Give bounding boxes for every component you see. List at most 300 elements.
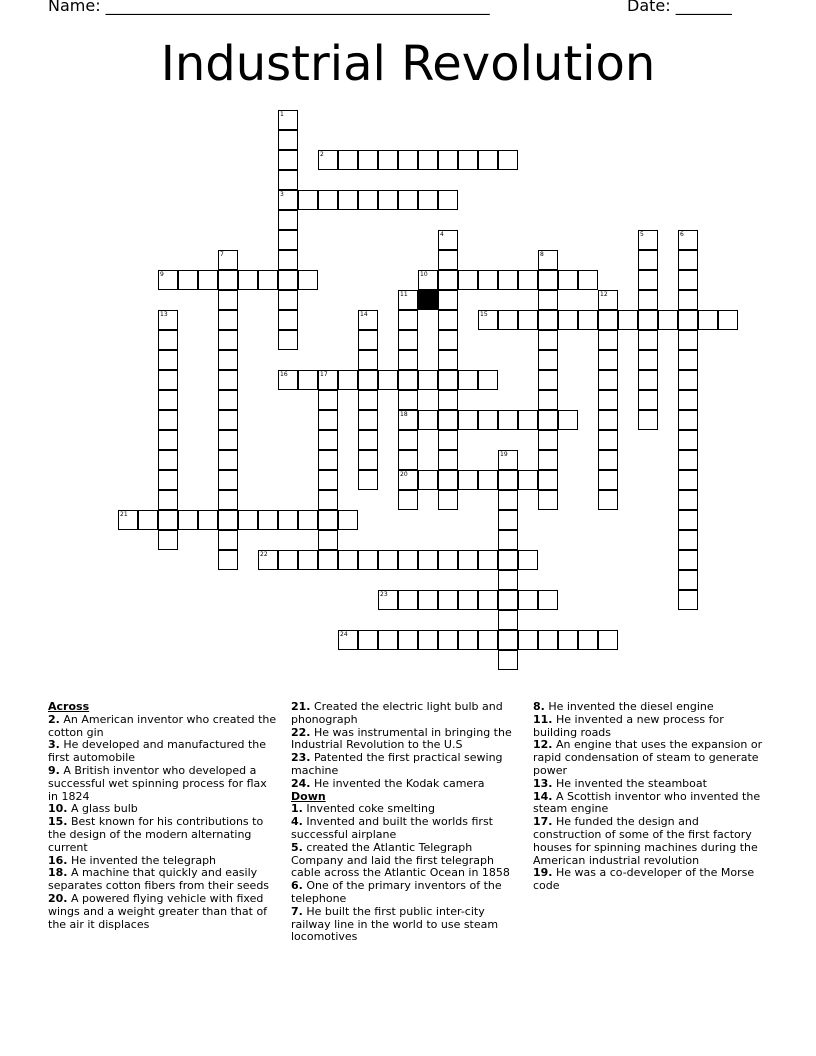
grid-cell[interactable]	[538, 490, 558, 510]
grid-cell[interactable]	[478, 270, 498, 290]
grid-cell[interactable]	[458, 470, 478, 490]
grid-cell[interactable]	[598, 390, 618, 410]
grid-cell[interactable]	[598, 410, 618, 430]
grid-cell[interactable]	[638, 310, 658, 330]
grid-cell[interactable]	[158, 530, 178, 550]
clue-item	[533, 739, 765, 777]
grid-cell[interactable]	[678, 410, 698, 430]
grid-cell[interactable]	[318, 410, 338, 430]
grid-cell[interactable]	[398, 590, 418, 610]
grid-cell[interactable]	[398, 430, 418, 450]
grid-cell[interactable]	[678, 490, 698, 510]
grid-cell[interactable]	[538, 310, 558, 330]
clue-item-number: 24.	[291, 776, 311, 790]
grid-cell[interactable]	[398, 350, 418, 370]
grid-cell[interactable]	[498, 270, 518, 290]
grid-cell[interactable]	[398, 630, 418, 650]
grid-cell[interactable]	[218, 250, 238, 270]
grid-cell[interactable]	[518, 550, 538, 570]
grid-cell[interactable]	[418, 370, 438, 390]
grid-cell[interactable]	[358, 630, 378, 650]
grid-cell[interactable]	[378, 630, 398, 650]
grid-cell[interactable]	[658, 310, 678, 330]
grid-cell[interactable]	[678, 450, 698, 470]
grid-cell[interactable]	[358, 350, 378, 370]
grid-cell[interactable]	[478, 590, 498, 610]
grid-cell[interactable]	[178, 510, 198, 530]
clue-item-text: He was instrumental in bringing the Industrial Revolution to the U.S	[291, 725, 512, 752]
grid-cell[interactable]	[538, 270, 558, 290]
grid-cell[interactable]	[438, 430, 458, 450]
grid-cell[interactable]	[538, 250, 558, 270]
grid-cell[interactable]	[518, 590, 538, 610]
grid-cell[interactable]	[158, 370, 178, 390]
grid-cell[interactable]	[298, 270, 318, 290]
grid-cell[interactable]	[478, 150, 498, 170]
clue-item-text: A British inventor who developed a successful wet spinning process for flax in 1824	[48, 763, 267, 803]
grid-cell[interactable]	[598, 630, 618, 650]
grid-cell[interactable]	[678, 270, 698, 290]
grid-cell[interactable]	[578, 270, 598, 290]
grid-cell[interactable]	[498, 150, 518, 170]
grid-cell[interactable]	[558, 310, 578, 330]
grid-cell[interactable]	[418, 270, 438, 290]
grid-cell[interactable]	[598, 290, 618, 310]
grid-cell[interactable]	[318, 450, 338, 470]
grid-cell[interactable]	[538, 450, 558, 470]
clue-item-number: 15.	[48, 815, 68, 829]
grid-cell[interactable]	[338, 630, 358, 650]
grid-cell[interactable]	[338, 150, 358, 170]
grid-cell[interactable]	[418, 150, 438, 170]
grid-cell[interactable]	[418, 590, 438, 610]
grid-cell[interactable]	[538, 370, 558, 390]
clue-number: 19	[500, 451, 508, 458]
grid-cell[interactable]	[318, 430, 338, 450]
grid-cell[interactable]	[438, 150, 458, 170]
grid-cell[interactable]	[338, 510, 358, 530]
grid-cell[interactable]	[318, 490, 338, 510]
grid-cell[interactable]	[538, 430, 558, 450]
grid-cell[interactable]	[218, 310, 238, 330]
grid-cell[interactable]	[278, 230, 298, 250]
grid-cell[interactable]	[218, 350, 238, 370]
grid-cell[interactable]	[158, 350, 178, 370]
grid-cell[interactable]	[218, 410, 238, 430]
clue-item	[533, 791, 765, 817]
grid-cell[interactable]	[438, 390, 458, 410]
clue-item	[291, 880, 523, 906]
grid-cell[interactable]	[538, 470, 558, 490]
grid-cell[interactable]	[598, 330, 618, 350]
grid-cell[interactable]	[218, 510, 238, 530]
grid-cell[interactable]	[298, 550, 318, 570]
grid-cell[interactable]	[318, 390, 338, 410]
clue-item-number: 19.	[533, 866, 553, 880]
clue-item-text: He funded the design and construction of some of the first factory houses for spinning machines during the American industrial revolution	[533, 815, 758, 867]
grid-cell[interactable]	[318, 510, 338, 530]
grid-cell[interactable]	[438, 550, 458, 570]
grid-cell[interactable]	[398, 310, 418, 330]
grid-cell[interactable]	[158, 390, 178, 410]
grid-cell[interactable]	[678, 470, 698, 490]
grid-cell[interactable]	[438, 230, 458, 250]
grid-cell[interactable]	[678, 510, 698, 530]
grid-cell[interactable]	[598, 370, 618, 390]
grid-cell[interactable]	[398, 290, 418, 310]
grid-cell[interactable]	[638, 250, 658, 270]
grid-cell[interactable]	[158, 410, 178, 430]
grid-cell[interactable]	[518, 270, 538, 290]
clue-item-number: 6.	[291, 879, 303, 893]
grid-cell[interactable]	[298, 190, 318, 210]
grid-cell[interactable]	[678, 370, 698, 390]
grid-cell[interactable]	[438, 290, 458, 310]
grid-cell[interactable]	[438, 270, 458, 290]
grid-cell[interactable]	[678, 250, 698, 270]
grid-cell[interactable]	[258, 550, 278, 570]
grid-cell[interactable]	[498, 490, 518, 510]
clue-item-text: An engine that uses the expansion or rapid condensation of steam to generate power	[533, 738, 763, 777]
grid-cell[interactable]	[298, 510, 318, 530]
grid-cell[interactable]	[278, 370, 298, 390]
grid-cell[interactable]	[238, 510, 258, 530]
grid-cell[interactable]	[438, 250, 458, 270]
grid-cell[interactable]	[458, 630, 478, 650]
grid-cell[interactable]	[418, 550, 438, 570]
grid-cell[interactable]	[398, 450, 418, 470]
clue-item-number: 23.	[291, 751, 311, 765]
grid-cell[interactable]	[398, 150, 418, 170]
grid-cell[interactable]	[278, 210, 298, 230]
grid-cell[interactable]	[618, 310, 638, 330]
grid-cell[interactable]	[358, 330, 378, 350]
grid-cell[interactable]	[178, 270, 198, 290]
clue-number: 7	[220, 251, 224, 258]
grid-cell[interactable]	[278, 150, 298, 170]
grid-cell[interactable]	[498, 570, 518, 590]
grid-cell[interactable]	[678, 350, 698, 370]
grid-cell[interactable]	[298, 370, 318, 390]
grid-cell[interactable]	[478, 550, 498, 570]
grid-cell[interactable]	[398, 470, 418, 490]
grid-cell[interactable]	[158, 310, 178, 330]
grid-cell[interactable]	[498, 450, 518, 470]
page-title: Industrial Revolution	[160, 36, 656, 92]
grid-cell[interactable]	[458, 370, 478, 390]
clue-number: 21	[120, 511, 128, 518]
grid-cell[interactable]	[498, 410, 518, 430]
clue-item-text: He was a co-developer of the Morse code	[533, 866, 755, 893]
grid-cell[interactable]	[218, 470, 238, 490]
grid-cell[interactable]	[518, 630, 538, 650]
clue-item-number: 10.	[48, 802, 68, 816]
grid-cell[interactable]	[438, 470, 458, 490]
grid-cell[interactable]	[678, 530, 698, 550]
clue-item	[48, 765, 280, 803]
grid-cell[interactable]	[478, 630, 498, 650]
clue-item-text: Patented the first practical sewing machine	[291, 751, 503, 777]
clue-item-number: 21.	[291, 700, 311, 713]
grid-cell[interactable]	[538, 410, 558, 430]
clue-number: 6	[680, 231, 684, 238]
grid-cell[interactable]	[538, 330, 558, 350]
grid-cell[interactable]	[518, 410, 538, 430]
grid-cell[interactable]	[218, 330, 238, 350]
grid-cell[interactable]	[338, 370, 358, 390]
grid-cell[interactable]	[278, 250, 298, 270]
grid-cell[interactable]	[438, 590, 458, 610]
grid-cell[interactable]	[678, 550, 698, 570]
grid-cell[interactable]	[358, 150, 378, 170]
grid-cell[interactable]	[558, 270, 578, 290]
clue-item	[533, 714, 765, 740]
grid-cell[interactable]	[438, 410, 458, 430]
grid-cell[interactable]	[458, 150, 478, 170]
grid-cell[interactable]	[358, 390, 378, 410]
grid-cell[interactable]	[218, 550, 238, 570]
grid-cell[interactable]	[318, 150, 338, 170]
clue-item-text: Created the electric light bulb and phonograph	[291, 700, 503, 726]
grid-cell[interactable]	[398, 330, 418, 350]
grid-cell[interactable]	[438, 190, 458, 210]
grid-cell[interactable]	[518, 310, 538, 330]
grid-cell[interactable]	[638, 330, 658, 350]
clue-item-text: He built the first public inter-city railway line in the world to use steam locomotives	[291, 904, 499, 944]
grid-cell[interactable]	[218, 290, 238, 310]
grid-cell[interactable]	[378, 590, 398, 610]
grid-cell[interactable]	[638, 270, 658, 290]
grid-cell[interactable]	[498, 470, 518, 490]
grid-cell[interactable]	[578, 310, 598, 330]
grid-cell[interactable]	[678, 310, 698, 330]
clue-item-number: 8.	[533, 700, 545, 713]
clue-item-number: 20.	[48, 891, 68, 905]
grid-cell[interactable]	[398, 550, 418, 570]
grid-cell[interactable]	[398, 390, 418, 410]
clue-item-text: One of the primary inventors of the telephone	[291, 879, 502, 905]
grid-cell[interactable]	[158, 330, 178, 350]
grid-cell[interactable]	[218, 270, 238, 290]
grid-cell[interactable]	[538, 390, 558, 410]
grid-cell[interactable]	[338, 550, 358, 570]
clue-number: 12	[600, 291, 608, 298]
grid-cell[interactable]	[498, 510, 518, 530]
grid-cell[interactable]	[498, 610, 518, 630]
grid-cell[interactable]	[498, 530, 518, 550]
grid-cell[interactable]	[678, 570, 698, 590]
grid-cell[interactable]	[278, 330, 298, 350]
grid-cell[interactable]	[678, 390, 698, 410]
grid-cell[interactable]	[638, 410, 658, 430]
grid-cell[interactable]	[418, 410, 438, 430]
grid-cell[interactable]	[538, 290, 558, 310]
grid-cell[interactable]	[238, 270, 258, 290]
grid-cell[interactable]	[578, 630, 598, 650]
grid-cell[interactable]	[598, 310, 618, 330]
grid-cell[interactable]	[678, 590, 698, 610]
clue-item	[48, 714, 280, 740]
clue-item-text: A Scottish inventor who invented the steam engine	[533, 789, 761, 816]
grid-cell[interactable]	[318, 470, 338, 490]
clue-number: 23	[380, 591, 388, 598]
grid-cell[interactable]	[638, 230, 658, 250]
grid-cell[interactable]	[398, 190, 418, 210]
clue-number: 16	[280, 371, 288, 378]
grid-cell[interactable]	[198, 510, 218, 530]
grid-cell[interactable]	[438, 490, 458, 510]
name-field-label: Name: ________________________________________________	[48, 0, 490, 15]
grid-cell[interactable]	[278, 510, 298, 530]
grid-cell[interactable]	[278, 290, 298, 310]
grid-cell[interactable]	[558, 410, 578, 430]
grid-cell[interactable]	[258, 270, 278, 290]
grid-cell[interactable]	[598, 350, 618, 370]
grid-cell[interactable]	[278, 190, 298, 210]
grid-cell[interactable]	[218, 370, 238, 390]
clue-item-text: Invented and built the worlds first successful airplane	[291, 815, 493, 841]
grid-cell[interactable]	[218, 390, 238, 410]
grid-cell[interactable]	[458, 550, 478, 570]
grid-cell[interactable]	[158, 510, 178, 530]
clue-item-number: 1.	[291, 802, 303, 816]
grid-cell[interactable]	[278, 270, 298, 290]
grid-cell[interactable]	[378, 550, 398, 570]
grid-cell[interactable]	[498, 630, 518, 650]
grid-cell[interactable]	[498, 310, 518, 330]
grid-cell[interactable]	[158, 470, 178, 490]
clue-item	[48, 893, 280, 931]
clue-item-number: 5.	[291, 840, 303, 854]
grid-cell[interactable]	[418, 630, 438, 650]
grid-cell[interactable]	[458, 590, 478, 610]
clue-item-text: He invented the Kodak camera	[310, 776, 485, 790]
clue-item-number: 13.	[533, 776, 553, 790]
grid-cell[interactable]	[398, 410, 418, 430]
grid-cell[interactable]	[278, 170, 298, 190]
grid-cell[interactable]	[218, 530, 238, 550]
grid-cell[interactable]	[498, 650, 518, 670]
grid-cell[interactable]	[678, 290, 698, 310]
clue-number: 13	[160, 311, 168, 318]
clue-item-text: He invented the diesel engine	[544, 700, 714, 713]
clue-item-number: 3.	[48, 738, 60, 752]
clue-item-number: 4.	[291, 815, 303, 829]
grid-cell[interactable]	[158, 270, 178, 290]
grid-cell[interactable]	[518, 470, 538, 490]
grid-cell[interactable]	[138, 510, 158, 530]
grid-cell[interactable]	[218, 490, 238, 510]
grid-cell[interactable]	[438, 630, 458, 650]
grid-cell[interactable]	[198, 270, 218, 290]
grid-cell[interactable]	[218, 450, 238, 470]
grid-cell[interactable]	[498, 550, 518, 570]
clue-item-number: 11.	[533, 712, 553, 726]
grid-cell[interactable]	[378, 370, 398, 390]
grid-cell[interactable]	[538, 630, 558, 650]
grid-cell[interactable]	[358, 410, 378, 430]
grid-cell[interactable]	[438, 330, 458, 350]
grid-cell[interactable]	[418, 190, 438, 210]
grid-cell[interactable]	[278, 310, 298, 330]
grid-cell[interactable]	[358, 430, 378, 450]
grid-cell[interactable]	[258, 510, 278, 530]
grid-cell[interactable]	[438, 350, 458, 370]
clue-item	[291, 816, 523, 842]
grid-cell[interactable]	[538, 350, 558, 370]
grid-cell[interactable]	[158, 450, 178, 470]
grid-cell[interactable]	[638, 370, 658, 390]
grid-cell[interactable]	[678, 230, 698, 250]
grid-cell[interactable]	[638, 390, 658, 410]
clue-number: 8	[540, 251, 544, 258]
grid-cell[interactable]	[378, 150, 398, 170]
grid-cell[interactable]	[338, 190, 358, 210]
grid-cell[interactable]	[638, 350, 658, 370]
grid-cell[interactable]	[478, 410, 498, 430]
grid-cell[interactable]	[398, 490, 418, 510]
grid-cell[interactable]	[358, 470, 378, 490]
grid-cell[interactable]	[478, 370, 498, 390]
grid-cell[interactable]	[378, 190, 398, 210]
grid-cell[interactable]	[698, 310, 718, 330]
grid-cell[interactable]	[218, 430, 238, 450]
grid-cell[interactable]	[358, 450, 378, 470]
grid-cell[interactable]	[278, 110, 298, 130]
grid-cell[interactable]	[438, 310, 458, 330]
grid-cell[interactable]	[458, 410, 478, 430]
grid-cell[interactable]	[358, 310, 378, 330]
grid-cell[interactable]	[318, 370, 338, 390]
clue-item-text: Best known for his contributions to the design of the modern alternating current	[48, 815, 264, 854]
grid-cell[interactable]	[358, 370, 378, 390]
grid-cell[interactable]	[678, 330, 698, 350]
grid-cell[interactable]	[118, 510, 138, 530]
clue-item	[291, 778, 523, 791]
grid-cell[interactable]	[458, 270, 478, 290]
grid-cell[interactable]	[478, 470, 498, 490]
grid-cell[interactable]	[358, 550, 378, 570]
grid-cell[interactable]	[638, 290, 658, 310]
grid-cell[interactable]	[438, 450, 458, 470]
grid-cell[interactable]	[598, 490, 618, 510]
grid-cell[interactable]	[598, 450, 618, 470]
grid-cell[interactable]	[558, 630, 578, 650]
grid-cell[interactable]	[158, 490, 178, 510]
grid-cell[interactable]	[398, 370, 418, 390]
grid-cell[interactable]	[278, 130, 298, 150]
grid-cell[interactable]	[478, 310, 498, 330]
grid-cell[interactable]	[278, 550, 298, 570]
grid-cell[interactable]	[318, 190, 338, 210]
grid-cell[interactable]	[598, 470, 618, 490]
grid-cell[interactable]	[318, 550, 338, 570]
grid-cell[interactable]	[158, 430, 178, 450]
grid-cell[interactable]	[358, 190, 378, 210]
clue-item-number: 12.	[533, 738, 553, 752]
grid-cell[interactable]	[318, 530, 338, 550]
clue-item-number: 22.	[291, 725, 311, 739]
grid-cell[interactable]	[538, 590, 558, 610]
grid-cell[interactable]	[438, 370, 458, 390]
grid-cell[interactable]	[598, 430, 618, 450]
grid-cell[interactable]	[718, 310, 738, 330]
grid-cell[interactable]	[498, 590, 518, 610]
clue-item	[533, 867, 765, 893]
grid-cell[interactable]	[678, 430, 698, 450]
grid-cell[interactable]	[418, 470, 438, 490]
clue-item-text: He invented a new process for building roads	[533, 712, 724, 739]
